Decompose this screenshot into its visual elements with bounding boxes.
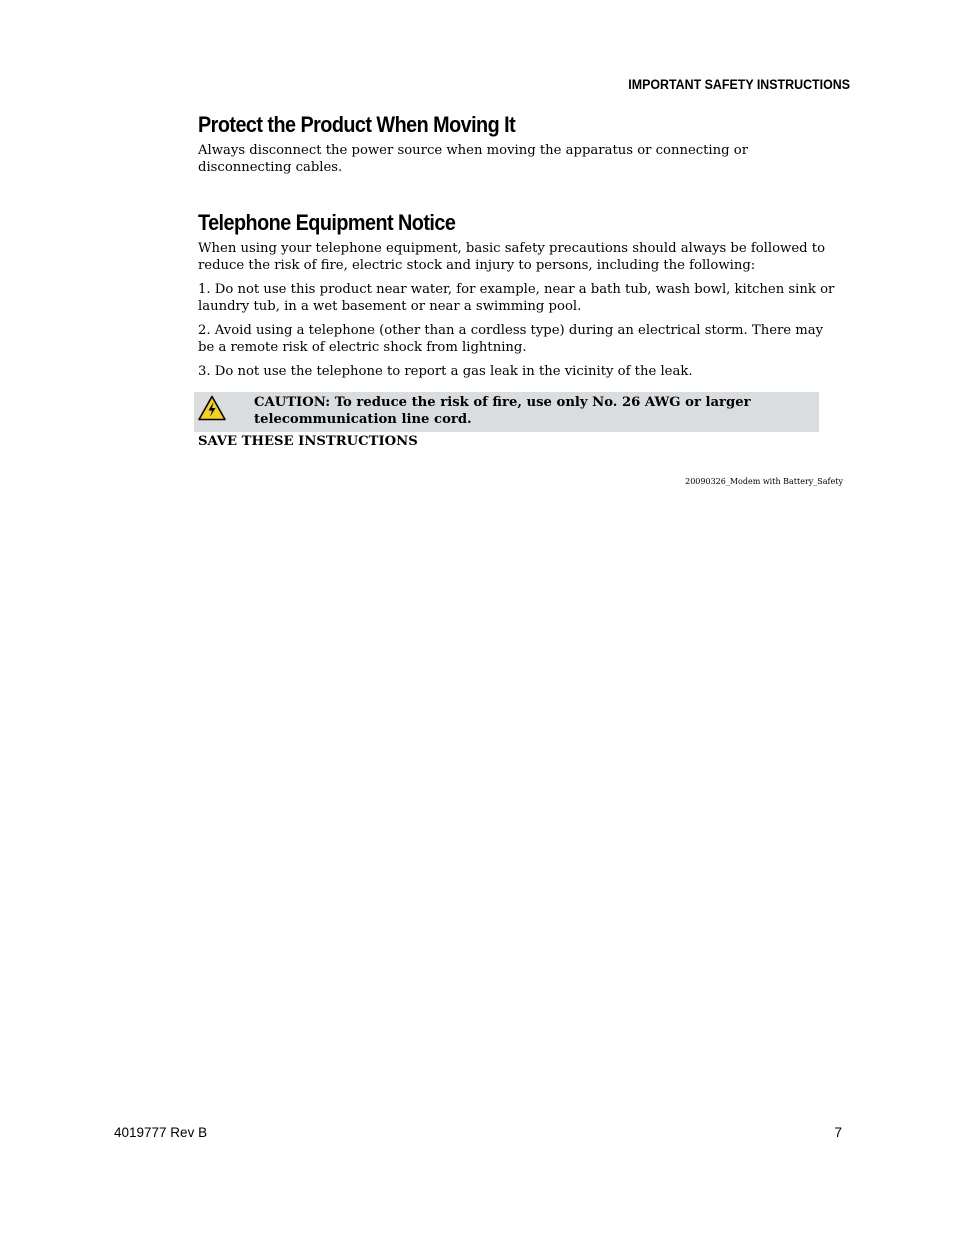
section-heading-moving: Protect the Product When Moving It [198, 112, 516, 137]
list-item: 3. Do not use the telephone to report a gas leak in the vicinity of the leak. [198, 364, 693, 379]
running-header: IMPORTANT SAFETY INSTRUCTIONS [628, 77, 850, 92]
electrical-warning-icon [198, 395, 226, 421]
footer-page-number: 7 [834, 1125, 842, 1140]
footer-doc-number: 4019777 Rev B [114, 1125, 208, 1140]
caution-text: CAUTION: To reduce the risk of fire, use only No. 26 AWG or larger telecommunication line cord. [254, 395, 751, 427]
document-id: 20090326_Modem with Battery_Safety [685, 477, 843, 486]
list-item: 1. Do not use this product near water, for example, near a bath tub, wash bowl, kitchen sink or laundry tub, in a wet basement or near a swimming pool. [198, 282, 835, 314]
section-body-moving: Always disconnect the power source when moving the apparatus or connecting or disconnecting cables. [198, 143, 749, 175]
save-instructions-note: SAVE THESE INSTRUCTIONS [198, 434, 418, 449]
section-heading-telephone: Telephone Equipment Notice [198, 210, 456, 235]
list-item: 2. Avoid using a telephone (other than a cordless type) during an electrical storm. There may be a remote risk of electric shock from lightning. [198, 323, 824, 355]
section-body-telephone: When using your telephone equipment, basic safety precautions should always be followed to reduce the risk of fire, electric stock and injury to persons, including the following: [198, 241, 826, 273]
caution-box [194, 392, 819, 432]
